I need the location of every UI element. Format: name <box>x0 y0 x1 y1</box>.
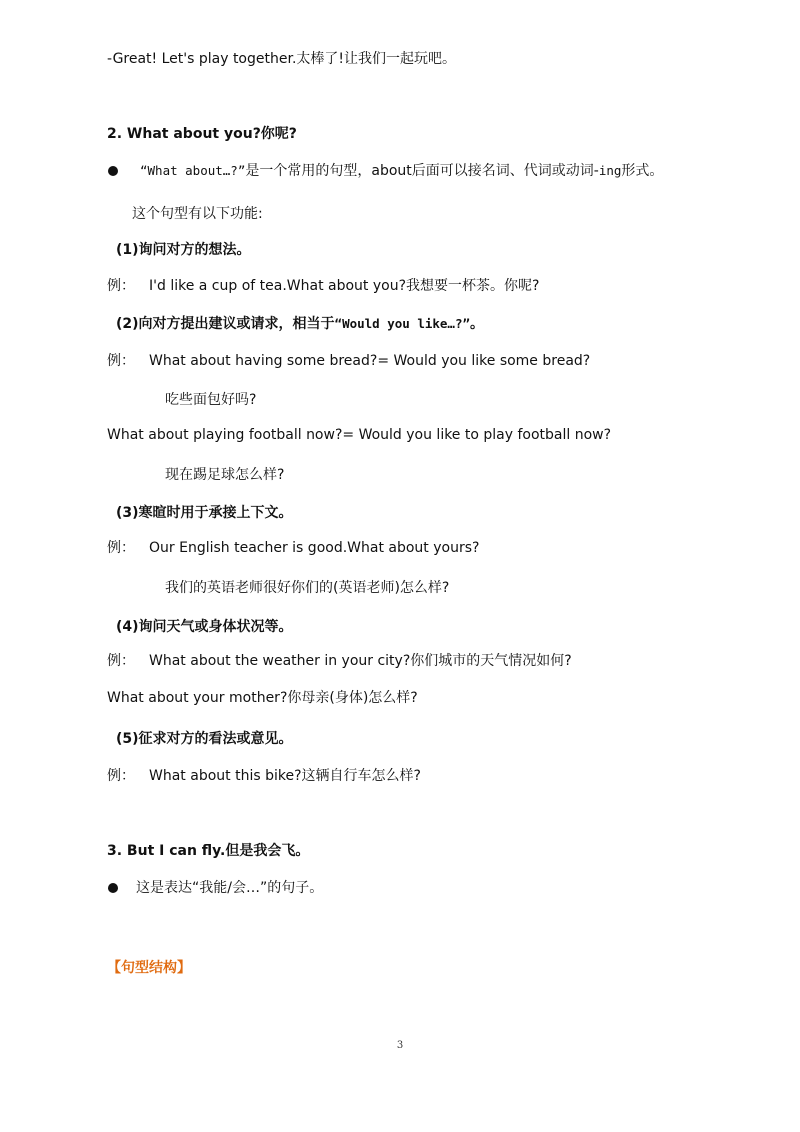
section-heading-2: 2. What about you?你呢? <box>107 126 297 142</box>
bullet-icon <box>108 883 118 893</box>
example-4-translation: 我们的英语老师很好你们的(英语老师)怎么样? <box>165 580 450 596</box>
function-intro: 这个句型有以下功能: <box>132 206 263 222</box>
example-3-translation: 现在踢足球怎么样? <box>165 467 285 483</box>
section-heading-3: 3. But I can fly.但是我会飞。 <box>107 843 310 859</box>
function-5-heading: (5)征求对方的看法或意见。 <box>116 731 293 747</box>
function-4-heading: (4)询问天气或身体状况等。 <box>116 619 293 635</box>
bullet-text-what-about: “What about…?”是一个常用的句型，about后面可以接名词、代词或动词-ing形式。 <box>140 163 664 179</box>
section-tag-sentence-structure: 【句型结构】 <box>107 960 191 976</box>
example-6: What about your mother?你母亲(身体)怎么样? <box>107 690 418 706</box>
function-2-heading: (2)向对方提出建议或请求，相当于“Would you like…?”。 <box>116 316 485 332</box>
example-2: 例： What about having some bread?= Would you like some bread? <box>107 353 591 369</box>
bullet-icon <box>108 166 118 176</box>
example-5: 例： What about the weather in your city?你们城市的天气情况如何? <box>107 653 572 669</box>
example-4: 例： Our English teacher is good.What about yours? <box>107 540 480 556</box>
dialogue-line: -Great! Let's play together.太棒了!让我们一起玩吧。 <box>107 51 457 67</box>
example-3: What about playing football now?= Would you like to play football now? <box>107 427 612 443</box>
example-7: 例： What about this bike?这辆自行车怎么样? <box>107 768 421 784</box>
example-2-translation: 吃些面包好吗? <box>165 392 257 408</box>
page-number: 3 <box>396 1040 404 1051</box>
bullet-text-can: 这是表达“我能/会…”的句子。 <box>136 880 324 896</box>
example-1: 例： I'd like a cup of tea.What about you?我想要一杯茶。你呢? <box>107 278 540 294</box>
function-1-heading: (1)询问对方的想法。 <box>116 242 251 258</box>
function-3-heading: (3)寒暄时用于承接上下文。 <box>116 505 293 521</box>
